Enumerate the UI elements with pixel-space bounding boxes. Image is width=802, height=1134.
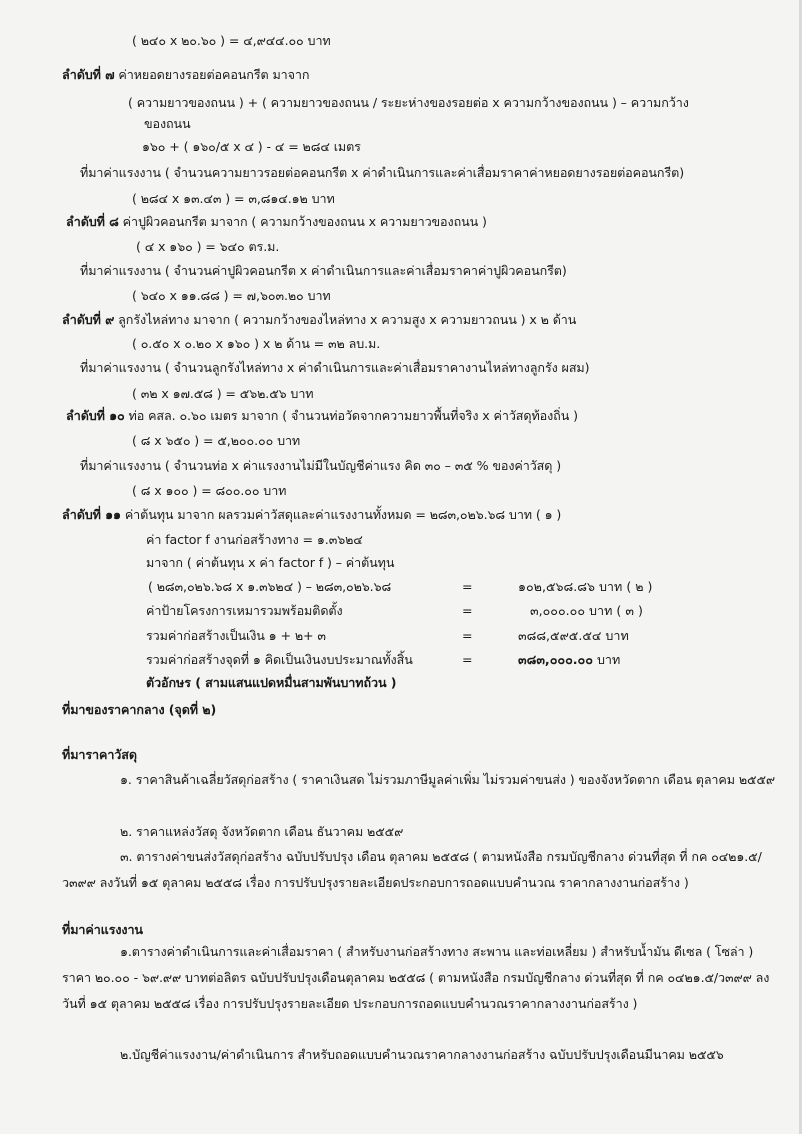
item-8-title: ค่าปูผิวคอนกรีต มาจาก ( ความกว้างของถนน x ความยาวของถนน ) xyxy=(118,214,487,229)
item-9-calc: ( ๐.๕๐ x ๐.๒๐ x ๑๖๐ ) x ๒ ด้าน = ๓๒ ลบ.ม. xyxy=(132,336,381,351)
item-11-number: ลำดับที่ ๑๑ xyxy=(62,507,121,522)
factor-calc-value: ๑๐๒,๕๖๘.๘๖ บาท ( ๒ ) xyxy=(518,579,653,594)
item-9-heading xyxy=(62,310,576,330)
amount-in-words xyxy=(146,673,396,693)
item-7-heading xyxy=(62,65,309,85)
material-source-2: ๒. ราคาแหล่งวัสดุ จังหวัดตาก เดือน ธันวาคม ๒๕๕๙ xyxy=(120,824,404,839)
item-7-title: ค่าหยอดยางรอยต่อคอนกรีต มาจาก xyxy=(114,67,310,82)
item-9-number: ลำดับที่ ๙ xyxy=(62,312,115,327)
item-9-labor-calc: ( ๓๒ x ๑๗.๕๘ ) = ๕๖๒.๕๖ บาท xyxy=(132,386,314,401)
factor-formula: มาจาก ( ค่าต้นทุน x ค่า factor f ) – ค่าต้นทุน xyxy=(146,555,395,570)
total-label: รวมค่าก่อสร้างเป็นเงิน ๑ + ๒+ ๓ xyxy=(146,628,326,643)
item-8-labor-calc: ( ๖๔๐ x ๑๑.๘๘ ) = ๗,๖๐๓.๒๐ บาท xyxy=(132,288,331,303)
item-10-title: ท่อ คสล. ๐.๖๐ เมตร มาจาก ( จำนวนท่อวัดจากความยาวพื้นที่จริง x ค่าวัสดุท้องถิ่น ) xyxy=(124,408,578,423)
total-equals: = xyxy=(462,628,473,643)
item-7-formula: ( ความยาวของถนน ) + ( ความยาวของถนน / ระยะห่างของรอยต่อ x ความกว้างของถนน ) – ความกว้าง xyxy=(128,95,689,110)
calc-line-6-result: ( ๒๔๐ x ๒๐.๖๐ ) = ๔,๙๔๔.๐๐ บาท xyxy=(132,33,331,48)
item-7-labor-source: ที่มาค่าแรงงาน ( จำนวนความยาวรอยต่อคอนกรีต x ค่าดำเนินการและค่าเสื่อมราคาค่าหยอดยางรอยต่อคอนกรีต) xyxy=(80,165,685,180)
amount-in-words-text: ( สามแสนแปดหมื่นสามพันบาทถ้วน ) xyxy=(190,675,397,690)
item-7-calc: ๑๖๐ + ( ๑๖๐/๕ x ๔ ) - ๔ = ๒๘๔ เมตร xyxy=(142,139,361,154)
item-10-heading xyxy=(66,406,578,426)
item-10-calc: ( ๘ x ๖๕๐ ) = ๕,๒๐๐.๐๐ บาท xyxy=(132,433,301,448)
item-10-labor-calc: ( ๘ x ๑๐๐ ) = ๘๐๐.๐๐ บาท xyxy=(132,483,287,498)
item-10-labor-source: ที่มาค่าแรงงาน ( จำนวนท่อ x ค่าแรงงานไม่มีในบัญชีค่าแรง คิด ๓๐ – ๓๕ % ของค่าวัสดุ ) xyxy=(80,458,562,473)
total-value: ๓๘๘,๕๙๕.๕๔ บาท xyxy=(518,628,629,643)
labor-source-1: ๑.ตารางค่าดำเนินการและค่าเสื่อมราคา ( สำหรับงานก่อสร้างทาง สะพาน และท่อเหลี่ยม ) สำหรับน้ำมัน ดีเซล ( โซล่า ) ราคา ๒๐.๐๐ - ๖๙.๙๙ บาทต่อลิตร ฉบับปรับปรุงเดือนตุลาคม ๒๕๕๘ ( ตามหนังสือ กรมบัญชีกลาง ด่วนที่สุด ที่ กค ๐๔๒๑.๕/ว๓๙๙ ลงวันที่ ๑๕ ตุลาคม ๒๕๕๘ เรื่อง การปรับปรุงรายละเอียด ประกอบการถอดแบบคำนวณราคากลางงานก่อสร้าง ) xyxy=(62,944,770,1011)
factor-f-line: ค่า factor f งานก่อสร้างทาง = ๑.๓๖๒๔ xyxy=(146,532,363,547)
material-source-3: ๓. ตารางค่าขนส่งวัสดุก่อสร้าง ฉบับปรับปรุง เดือน ตุลาคม ๒๕๕๘ ( ตามหนังสือ กรมบัญชีกลาง ด่วนที่สุด ที่ กค ๐๔๒๑.๕/ว๓๙๙ ลงวันที่ ๑๕ ตุลาคม ๒๕๕๘ เรื่อง การปรับปรุงรายละเอียดประกอบการถอดแบบคำนวณ ราคากลางงานก่อสร้าง ) xyxy=(62,849,762,890)
material-source-title: ที่มาราคาวัสดุ xyxy=(62,747,137,762)
item-8-heading xyxy=(66,212,487,232)
item-7-formula-cont: ของถนน xyxy=(144,116,191,131)
item-11-heading xyxy=(62,505,561,525)
amount-in-words-label: ตัวอักษร xyxy=(146,675,191,690)
budget-equals: = xyxy=(462,652,473,667)
factor-calc-equals: = xyxy=(462,579,473,594)
item-7-labor-calc: ( ๒๘๔ x ๑๓.๔๓ ) = ๓,๘๑๔.๑๒ บาท xyxy=(132,191,335,206)
item-8-labor-source: ที่มาค่าแรงงาน ( จำนวนค่าปูผิวคอนกรีต x ค่าดำเนินการและค่าเสื่อมราคาค่าปูผิวคอนกรีต) xyxy=(80,263,567,278)
labor-source-title: ที่มาค่าแรงงาน xyxy=(62,922,143,937)
item-11-title: ค่าต้นทุน มาจาก ผลรวมค่าวัสดุและค่าแรงงานทั้งหมด = ๒๘๓,๐๒๖.๖๘ บาท ( ๑ ) xyxy=(120,507,562,522)
budget-amount: ๓๘๓,๐๐๐.๐๐ xyxy=(518,652,593,667)
budget-unit: บาท xyxy=(592,652,621,667)
item-8-number: ลำดับที่ ๘ xyxy=(66,214,119,229)
sign-cost-value: ๓,๐๐๐.๐๐ บาท ( ๓ ) xyxy=(530,603,643,618)
point-2-heading: ที่มาของราคากลาง (จุดที่ ๒) xyxy=(62,702,217,717)
labor-source-2: ๒.บัญชีค่าแรงงาน/ค่าดำเนินการ สำหรับถอดแบบคำนวณราคากลางงานก่อสร้าง ฉบับปรับปรุงเดือนมีนาคม ๒๕๕๖ xyxy=(120,1047,724,1062)
sign-cost-label: ค่าป้ายโครงการเหมารวมพร้อมติดตั้ง xyxy=(146,603,343,618)
item-10-number: ลำดับที่ ๑๐ xyxy=(66,408,125,423)
budget-label: รวมค่าก่อสร้างจุดที่ ๑ คิดเป็นเงินงบประมาณทั้งสิ้น xyxy=(146,652,413,667)
item-7-number: ลำดับที่ ๗ xyxy=(62,67,115,82)
factor-calc: ( ๒๘๓,๐๒๖.๖๘ x ๑.๓๖๒๔ ) – ๒๘๓,๐๒๖.๖๘ xyxy=(148,579,392,594)
budget-value xyxy=(518,650,620,670)
material-source-1: ๑. ราคาสินค้าเฉลี่ยวัสดุก่อสร้าง ( ราคาเงินสด ไม่รวมภาษีมูลค่าเพิ่ม ไม่รวมค่าขนส่ง ) ของจังหวัดตาก เดือน ตุลาคม ๒๕๕๙ xyxy=(120,772,776,787)
item-9-title: ลูกรังไหล่ทาง มาจาก ( ความกว้างของไหล่ทาง x ความสูง x ความยาวถนน ) x ๒ ด้าน xyxy=(114,312,577,327)
item-8-calc: ( ๔ x ๑๖๐ ) = ๖๔๐ ตร.ม. xyxy=(136,239,280,254)
item-9-labor-source: ที่มาค่าแรงงาน ( จำนวนลูกรังไหล่ทาง x ค่าดำเนินการและค่าเสื่อมราคางานไหล่ทางลูกรัง ผสม) xyxy=(80,360,590,375)
sign-cost-equals: = xyxy=(462,603,473,618)
